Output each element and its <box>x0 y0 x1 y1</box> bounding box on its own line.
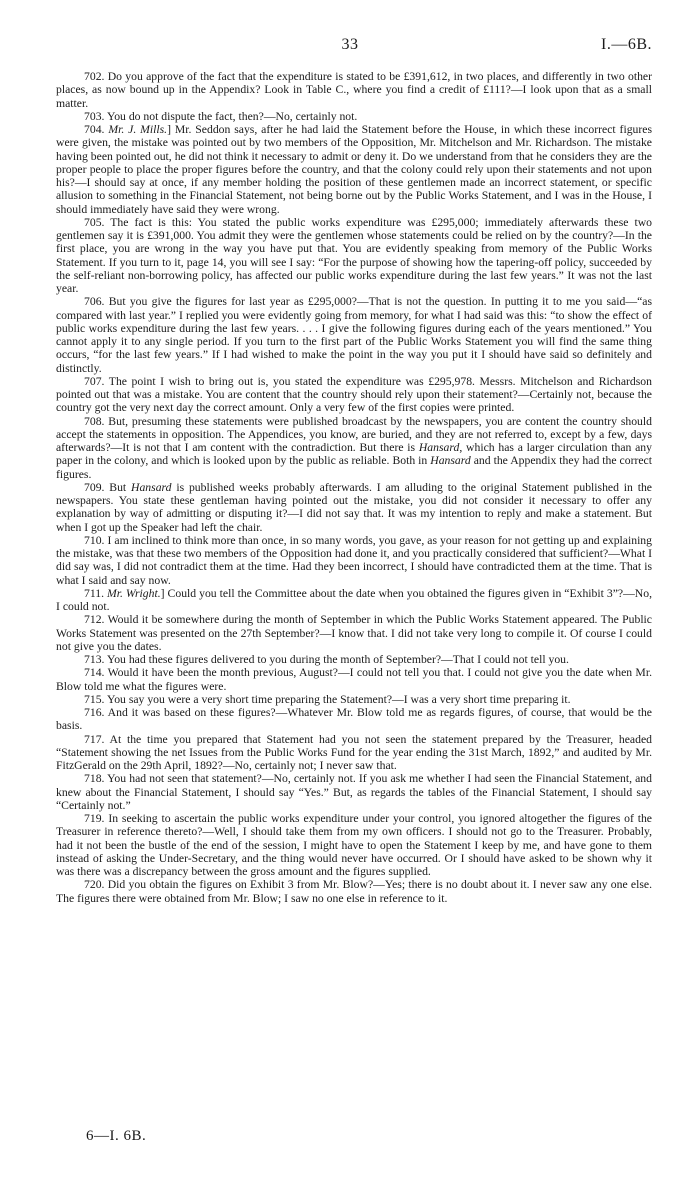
paragraph-text: ] Could you tell the Committee about the date when you obtained the figures given in “Exhibit 3”?—No, I could not. <box>56 586 652 613</box>
minutes-of-evidence <box>56 70 652 905</box>
paragraph-text: 709. But <box>84 480 132 494</box>
evidence-paragraph <box>56 812 652 878</box>
paragraph-text: 710. I am inclined to think more than once, in so many words, you gave, as your reason for not getting up and explaining the mistake, was that these two members of the Opposition had done it, and you practically considered that sufficient?—What I did say was, I did not contradict them at the time. Had they been incorrect, I should have contradicted them at the time. That is what I said and say now. <box>56 533 653 587</box>
evidence-paragraph <box>56 70 652 110</box>
printer-signature: 6—I. 6B. <box>86 1128 147 1144</box>
paragraph-text: 714. Would it have been the month previous, August?—I could not tell you that. I could not give you the date when Mr. Blow told me what the figures were. <box>56 666 652 693</box>
evidence-paragraph <box>56 110 652 123</box>
italic-text: Mr. Wright. <box>107 586 161 600</box>
evidence-paragraph <box>56 481 652 534</box>
italic-text: Hansard <box>418 441 460 454</box>
paragraph-text: 718. You had not seen that statement?—No, certainly not. If you ask me whether I had seen the Financial Statement, and knew about the Financial Statement, I should say “Yes.” But, as regards the tables of the Financial Statement, I should say “Certainly not.” <box>56 772 652 812</box>
paragraph-text: 720. Did you obtain the figures on Exhibit 3 from Mr. Blow?—Yes; there is no doubt about it. I never saw any one else. The figures there were obtained from Mr. Blow; I saw no one else in reference to it. <box>56 878 652 905</box>
evidence-paragraph <box>56 733 652 773</box>
paragraph-text: 713. You had these figures delivered to you during the month of September?—That I could not tell you. <box>84 653 569 666</box>
paragraph-text: 719. In seeking to ascertain the public works expenditure under your control, you ignored altogether the figures of the Treasurer in reference thereto?—Well, I should take them from my own officers. I should not go to the Treasurer. Probably, had it not been the bustle of the end of the session, I might have to open the Statement I keep by me, and have gone to them instead of asking the Under-Secretary, and the thing would never have occurred. Or I should have asked to be shown why it was there was a discrepancy between the gross amount and the figures supplied. <box>56 812 652 878</box>
paragraph-text: and the Appendix they had the correct figures. <box>56 454 652 481</box>
paragraph-text: 705. The fact is this: You stated the public works expenditure was £295,000; immediately afterwards these two gentlemen say it is £391,000. You admit they were the gentlemen whose statements could be relied on by the country?—In the first place, you are wrong in the way you have put that. You are evidently speaking from memory of the Public Works Statement. If you turn to it, page 14, you will see I say: “For the purpose of showing how the tapering-off policy, succeeded by the self-reliant non-borrowing policy, has affected our public works expenditure during the last few years.” It was not the last year. <box>56 215 652 295</box>
paragraph-text: is published weeks probably afterwards. I am alluding to the original Statement published in the newspapers. You state these gentleman having pointed out the mistake, you did not consider it necessary to offer any explanation by way of admitting or disputing it?—I did not say that. It was my intention to reply and make a statement. But when I got up the Speaker had left the chair. <box>56 480 652 534</box>
paragraph-text: , which has a larger circulation than any paper in the colony, and which is looked upon by the public as reliable. Both in <box>56 441 652 468</box>
paragraph-text: 702. Do you approve of the fact that the expenditure is stated to be £391,612, in two places, and differently in two other places, as now bound up in the Appendix? Look in Table C., where you find a credit of £111?—I look upon that as a small matter. <box>56 70 652 110</box>
paragraph-text: 715. You say you were a very short time preparing the Statement?—I was a very short time preparing it. <box>84 692 571 706</box>
paragraph-text: 704. <box>84 123 109 136</box>
evidence-paragraph <box>56 123 652 216</box>
document-reference: I.—6B. <box>601 36 652 53</box>
paragraph-text: 717. At the time you prepared that Statement had you not seen the statement prepared by the Treasurer, headed “Statement showing the net Issues from the Public Works Fund for the year ending the 31st March, 1892,” and audited by Mr. FitzGerald on the 29th April, 1892?—No, certainly not; I never saw that. <box>56 732 652 772</box>
paragraph-text: 716. And it was based on these figures?—Whatever Mr. Blow told me as regards figures, of course, that would be the basis. <box>56 706 652 733</box>
page-number: 33 <box>341 36 359 53</box>
evidence-paragraph <box>56 613 652 653</box>
evidence-paragraph <box>56 534 652 587</box>
paragraph-text: 712. Would it be somewhere during the month of September in which the Public Works Statement appeared. The Public Works Statement was presented on the 27th September?—I know that. I did not take very long to compile it. Of course I could not give you the dates. <box>56 613 652 653</box>
evidence-paragraph <box>56 216 652 296</box>
evidence-paragraph <box>56 706 652 733</box>
italic-text: Hansard <box>131 480 172 494</box>
evidence-paragraph <box>56 878 652 905</box>
evidence-paragraph <box>56 295 652 375</box>
paragraph-text: 706. But you give the figures for last year as £295,000?—That is not the question. In putting it to me you said—“as compared with last year.” I replied you were evidently going from memory, for what I had said was this: “to show the effect of public works expenditure during the last few years. . . . I give the following figures during each of the years mentioned.” You cannot apply it to any single period. If you turn to the first part of the Public Works Statement you will find the same thing occurs, “for the last few years.” If I had wished to make the point in the way you put it I should have said so definitely and distinctly. <box>56 295 652 375</box>
paragraph-text: ] Mr. Seddon says, after he had laid the Statement before the House, in which these incorrect figures were given, the mistake was pointed out by two members of the Opposition, Mr. Mitchelson and Mr. Richardson. The mistake having been pointed out, he did not think it necessary to admit or deny it. Do we understand from that he considers they are the proper people to place the proper figures before the country, and that the colony could rely upon their statements and not upon his?—I should say at once, if any member holding the position of these gentlemen made an incorrect statement, or specific allusion to something in the Financial Statement, not being borne out by the Public Works Statement, and I was in the House, I should immediately have said they were wrong. <box>56 123 653 216</box>
paragraph-text: 708. But, presuming these statements were published broadcast by the newspapers, you are content the country should accept the statements in opposition. The Appendices, you know, are buried, and they are not referred to, except by a few, days afterwards?—It is not that I am content with the contradiction. But there is <box>56 414 652 454</box>
paragraph-text: 711. <box>84 586 108 600</box>
italic-text: Hansard <box>430 454 471 468</box>
evidence-paragraph <box>56 693 652 706</box>
evidence-paragraph <box>56 375 652 415</box>
evidence-paragraph <box>56 415 652 481</box>
evidence-paragraph <box>56 666 652 693</box>
evidence-paragraph <box>56 653 652 666</box>
paragraph-text: 707. The point I wish to bring out is, you stated the expenditure was £295,978. Messrs. Mitchelson and Richardson pointed out that was a mistake. You are content that the country should rely upon their statement?—Certainly not, because the country got the very next day the correct amount. Only a very few of the first copies were printed. <box>56 374 652 415</box>
italic-text: Mr. J. Mills. <box>108 123 168 136</box>
evidence-paragraph <box>56 772 652 812</box>
paragraph-text: 703. You do not dispute the fact, then?—No, certainly not. <box>84 109 358 123</box>
evidence-paragraph <box>56 587 652 614</box>
